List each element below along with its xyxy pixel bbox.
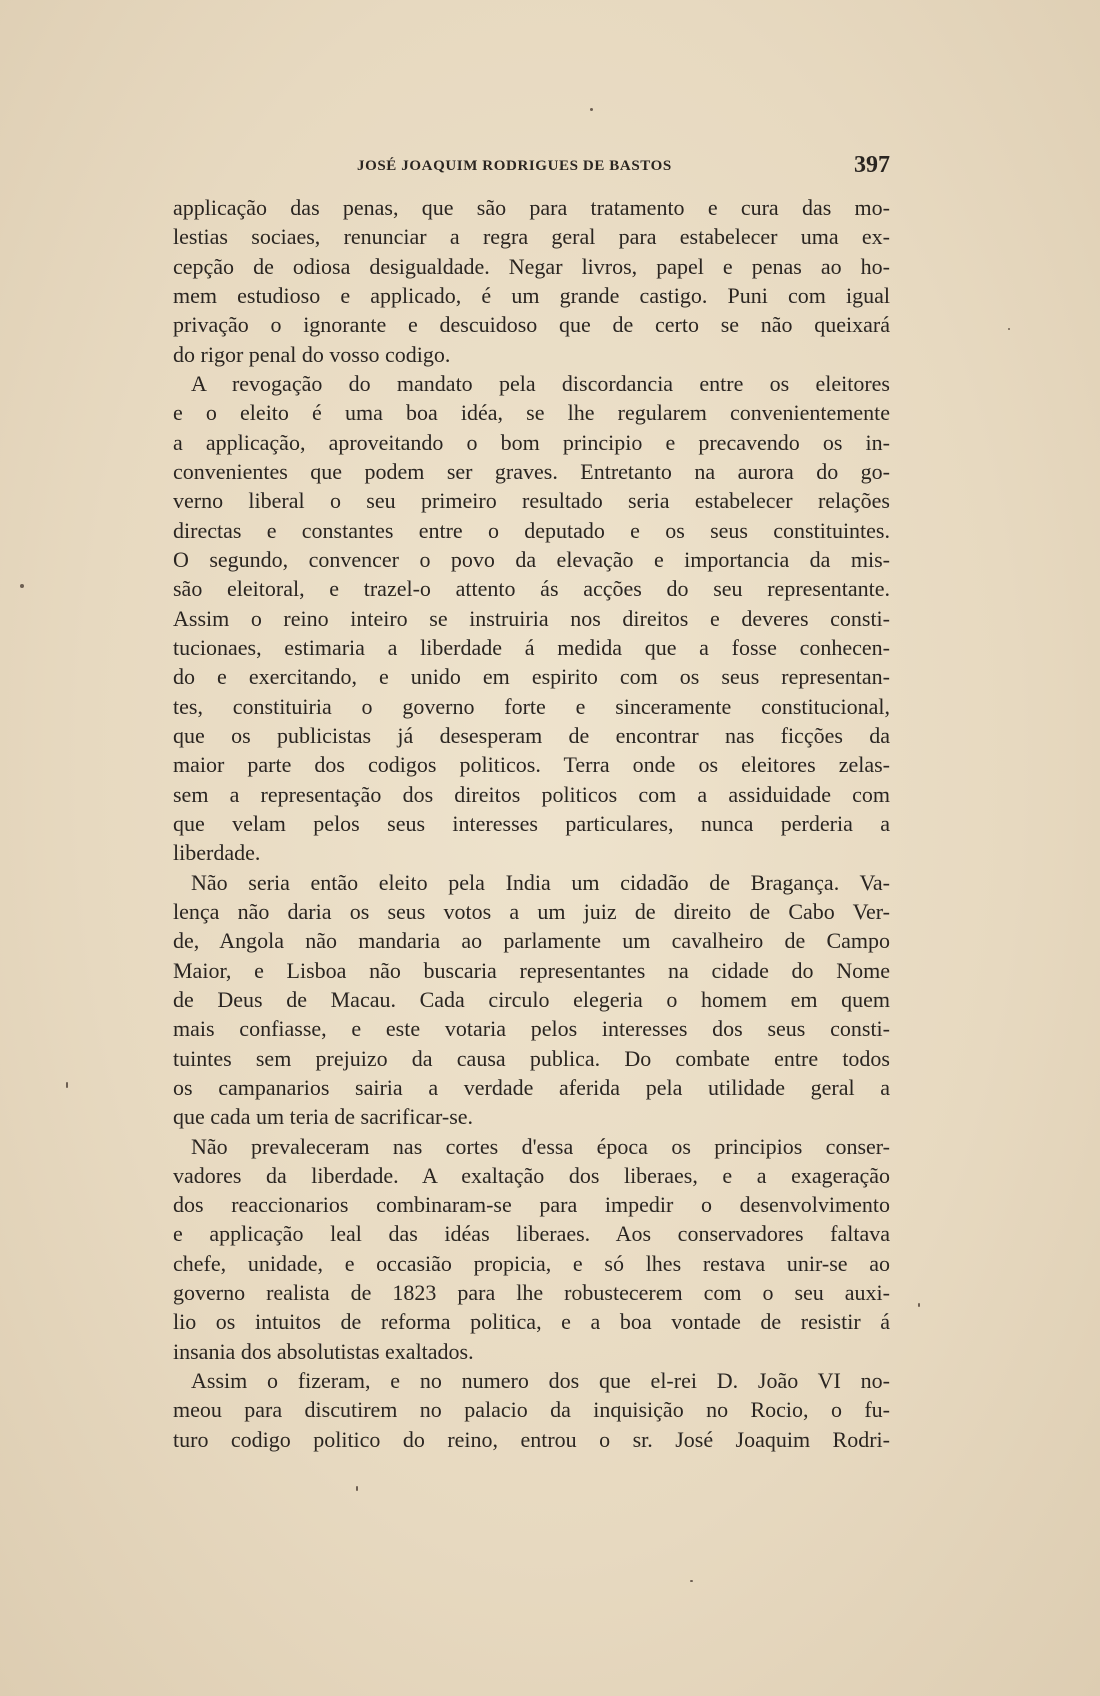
text-line: mem estudioso e applicado, é um grande castigo. Puni com igual <box>173 282 890 308</box>
body-text <box>173 193 890 1454</box>
text-line: directas e constantes entre o deputado e os seus constituintes. <box>173 517 890 543</box>
paper-speck <box>690 1580 693 1582</box>
paper-speck <box>20 584 24 588</box>
text-line: maior parte dos codigos politicos. Terra onde os eleitores zelas- <box>173 752 890 778</box>
text-line: dos reaccionarios combinaram-se para impedir o desenvolvimento <box>173 1192 890 1218</box>
paper-speck <box>356 1486 358 1491</box>
text-line: e applicação leal das idéas liberaes. Aos conservadores faltava <box>173 1221 890 1247</box>
text-line: Não seria então eleito pela India um cidadão de Bragança. Va- <box>191 869 890 895</box>
text-line: convenientes que podem ser graves. Entretanto na aurora do go- <box>173 458 890 484</box>
running-title: JOSÉ JOAQUIM RODRIGUES DE BASTOS <box>357 158 672 174</box>
text-line: vadores da liberdade. A exaltação dos liberaes, e a exageração <box>173 1162 890 1188</box>
text-line: lio os intuitos de reforma politica, e a boa vontade de resistir á <box>173 1309 890 1335</box>
text-line: são eleitoral, e trazel-o attento ás acções do seu representante. <box>173 576 890 602</box>
paper-speck <box>590 108 593 111</box>
text-line: Assim o reino inteiro se instruiria nos direitos e deveres consti- <box>173 605 890 631</box>
text-line: liberdade. <box>173 840 261 866</box>
text-line: O segundo, convencer o povo da elevação e importancia da mis- <box>173 546 890 572</box>
text-line: lença não daria os seus votos a um juiz de direito de Cabo Ver- <box>173 898 890 924</box>
text-line: meou para discutirem no palacio da inquisição no Rocio, o fu- <box>173 1397 890 1423</box>
text-line: de, Angola não mandaria ao parlamente um cavalheiro de Campo <box>173 928 890 954</box>
paper-speck <box>918 1303 920 1307</box>
text-line: A revogação do mandato pela discordancia entre os eleitores <box>191 370 890 396</box>
text-line: lestias sociaes, renunciar a regra geral para estabelecer uma ex- <box>173 224 890 250</box>
text-line: insania dos absolutistas exaltados. <box>173 1338 474 1364</box>
text-line: que velam pelos seus interesses particulares, nunca perderia a <box>173 810 890 836</box>
text-line: os campanarios sairia a verdade aferida pela utilidade geral a <box>173 1074 890 1100</box>
text-line: e o eleito é uma boa idéa, se lhe regularem convenientemente <box>173 400 890 426</box>
paper-speck <box>66 1082 68 1088</box>
text-line: cepção de odiosa desigualdade. Negar livros, papel e penas ao ho- <box>173 253 890 279</box>
text-line: applicação das penas, que são para tratamento e cura das mo- <box>173 195 890 220</box>
text-line: tuintes sem prejuizo da causa publica. Do combate entre todos <box>173 1045 890 1071</box>
text-line: Assim o fizeram, e no numero dos que el-rei D. João VI no- <box>191 1368 890 1394</box>
text-line: verno liberal o seu primeiro resultado seria estabelecer relações <box>173 488 890 514</box>
text-line: privação o ignorante e descuidoso que de certo se não queixará <box>173 312 890 338</box>
text-line: que os publicistas já desesperam de encontrar nas ficções da <box>173 722 890 748</box>
running-head <box>173 154 890 184</box>
text-line: do e exercitando, e unido em espirito com os seus representan- <box>173 664 890 690</box>
text-line: a applicação, aproveitando o bom principio e precavendo os in- <box>173 429 890 455</box>
text-line: de Deus de Macau. Cada circulo elegeria o homem em quem <box>173 986 890 1012</box>
text-line: Maior, e Lisboa não buscaria representantes na cidade do Nome <box>173 957 890 983</box>
text-line: que cada um teria de sacrificar-se. <box>173 1104 474 1130</box>
page-number: 397 <box>854 152 890 178</box>
text-line: do rigor penal do vosso codigo. <box>173 341 451 367</box>
paper-speck <box>1008 328 1010 330</box>
text-line: sem a representação dos direitos politicos com a assiduidade com <box>173 781 890 807</box>
text-line: turo codigo politico do reino, entrou o sr. José Joaquim Rodri- <box>173 1426 890 1452</box>
text-line: governo realista de 1823 para lhe robustecerem com o seu auxi- <box>173 1280 890 1306</box>
text-line: tes, constituiria o governo forte e sinceramente constitucional, <box>173 693 890 719</box>
text-line: mais confiasse, e este votaria pelos interesses dos seus consti- <box>173 1016 890 1042</box>
text-line: tucionaes, estimaria a liberdade á medida que a fosse conhecen- <box>173 634 890 660</box>
text-line: chefe, unidade, e occasião propicia, e só lhes restava unir-se ao <box>173 1250 890 1276</box>
text-line: Não prevaleceram nas cortes d'essa época os principios conser- <box>191 1133 890 1159</box>
